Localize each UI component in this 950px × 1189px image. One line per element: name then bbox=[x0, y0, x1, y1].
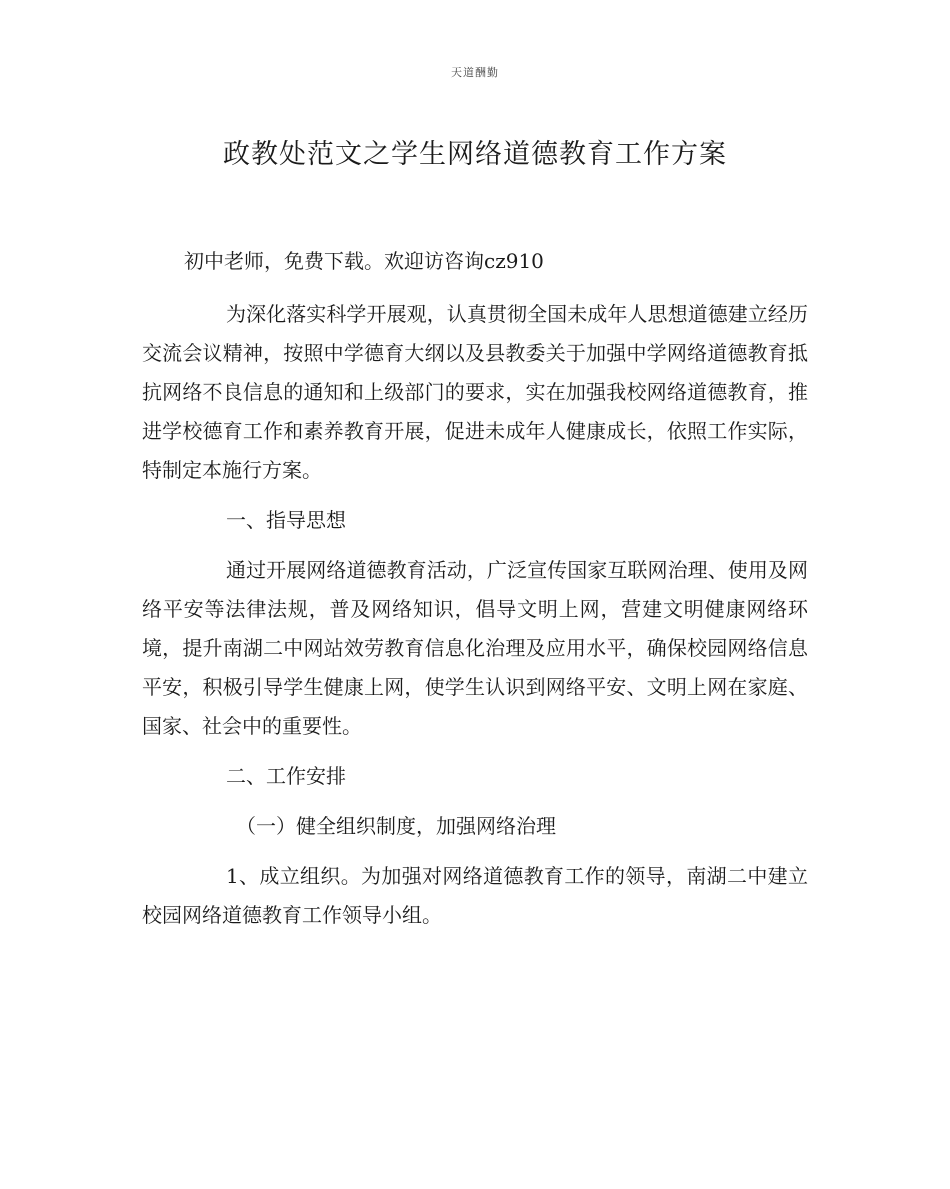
paragraph-preamble: 为深化落实科学开展观，认真贯彻全国未成年人思想道德建立经历交流会议精神，按照中学德育大纲以及县教委关于加强中学网络道德教育抵抗网络不良信息的通知和上级部门的要求，实在加强我校网络道德教育，推进学校德育工作和素养教育开展，促进未成年人健康成长，依照工作实际，特制定本施行方案。 bbox=[142, 302, 808, 482]
paragraph-guiding-ideology: 通过开展网络道德教育活动，广泛宣传国家互联网治理、使用及网络平安等法律法规，普及网络知识，倡导文明上网，营建文明健康网络环境，提升南湖二中网站效劳教育信息化治理及应用水平，确保校园网络信息平安，积极引导学生健康上网，使学生认识到网络平安、文明上网在家庭、国家、社会中的重要性。 bbox=[142, 558, 808, 738]
paragraph-establish-organization: 1、成立组织。为加强对网络道德教育工作的领导，南湖二中建立校园网络道德教育工作领导小组。 bbox=[142, 864, 808, 927]
subsection-heading-organization: （一）健全组织制度，加强网络治理 bbox=[236, 814, 556, 838]
section-heading-work-arrangement: 二、工作安排 bbox=[226, 764, 346, 788]
document-body bbox=[142, 242, 808, 946]
section-heading-guiding-ideology: 一、指导思想 bbox=[226, 508, 346, 532]
document-title: 政教处范文之学生网络道德教育工作方案 bbox=[223, 139, 727, 170]
page-header: 天道酬勤 bbox=[451, 66, 499, 79]
intro-line: 初中老师，免费下载。欢迎访咨询cz910 bbox=[184, 249, 544, 273]
